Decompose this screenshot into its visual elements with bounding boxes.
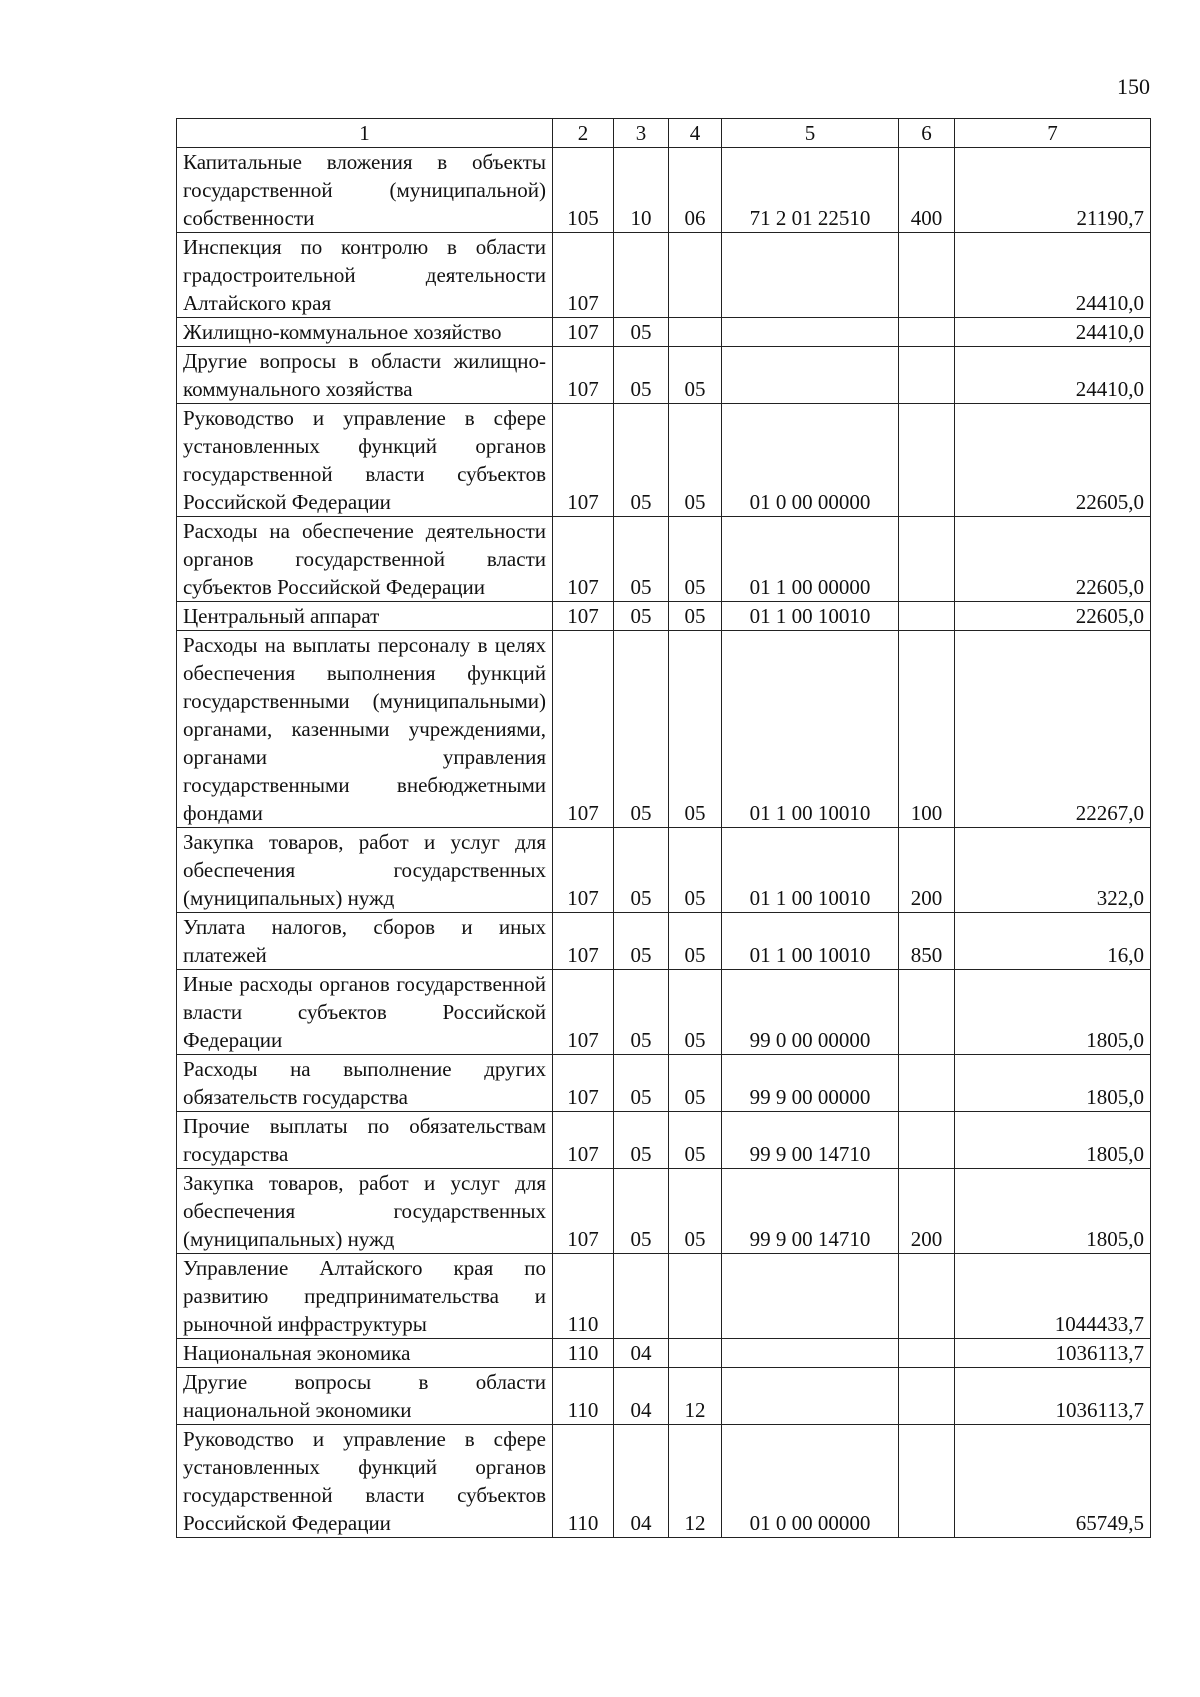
- amount-cell: 1036113,7: [955, 1339, 1151, 1368]
- table-row: [177, 148, 1151, 233]
- expense-type-cell: [899, 1425, 955, 1538]
- subsection-code-cell: [669, 233, 722, 318]
- subsection-code-cell: 05: [669, 828, 722, 913]
- table-row: [177, 404, 1151, 517]
- section-code-cell: 05: [614, 318, 669, 347]
- section-code-cell: 04: [614, 1368, 669, 1425]
- table-row: [177, 1339, 1151, 1368]
- section-code-cell: 10: [614, 148, 669, 233]
- target-item-cell: [722, 318, 899, 347]
- amount-cell: 21190,7: [955, 148, 1151, 233]
- ministry-code-cell: 107: [553, 517, 614, 602]
- expense-type-cell: [899, 1254, 955, 1339]
- column-header-2: 2: [553, 119, 614, 148]
- target-item-cell: 01 0 00 00000: [722, 404, 899, 517]
- row-name-cell: Руководство и управление в сфере установленных функций органов государственной власти субъектов Российской Федерации: [177, 404, 553, 517]
- amount-cell: 1805,0: [955, 1055, 1151, 1112]
- table-row: [177, 1169, 1151, 1254]
- amount-cell: 24410,0: [955, 347, 1151, 404]
- amount-cell: 1044433,7: [955, 1254, 1151, 1339]
- amount-cell: 65749,5: [955, 1425, 1151, 1538]
- target-item-cell: 01 1 00 00000: [722, 517, 899, 602]
- row-name-cell: Расходы на выполнение других обязательств государства: [177, 1055, 553, 1112]
- target-item-cell: [722, 1254, 899, 1339]
- row-name-cell: Расходы на обеспечение деятельности органов государственной власти субъектов Российской Федерации: [177, 517, 553, 602]
- row-name-cell: Капитальные вложения в объекты государственной (муниципальной) собственности: [177, 148, 553, 233]
- subsection-code-cell: 05: [669, 347, 722, 404]
- section-code-cell: 05: [614, 1055, 669, 1112]
- ministry-code-cell: 107: [553, 1169, 614, 1254]
- table-row: [177, 1254, 1151, 1339]
- ministry-code-cell: 107: [553, 233, 614, 318]
- column-header-1: 1: [177, 119, 553, 148]
- amount-cell: 1805,0: [955, 970, 1151, 1055]
- header-row: [177, 119, 1151, 148]
- subsection-code-cell: [669, 1339, 722, 1368]
- table-row: [177, 517, 1151, 602]
- ministry-code-cell: 107: [553, 1055, 614, 1112]
- ministry-code-cell: 107: [553, 1112, 614, 1169]
- expense-type-cell: [899, 318, 955, 347]
- expense-type-cell: [899, 602, 955, 631]
- target-item-cell: 99 9 00 14710: [722, 1112, 899, 1169]
- subsection-code-cell: 05: [669, 517, 722, 602]
- table-row: [177, 828, 1151, 913]
- amount-cell: 1036113,7: [955, 1368, 1151, 1425]
- row-name-cell: Жилищно-коммунальное хозяйство: [177, 318, 553, 347]
- subsection-code-cell: 12: [669, 1368, 722, 1425]
- row-name-cell: Прочие выплаты по обязательствам государства: [177, 1112, 553, 1169]
- row-name-cell: Расходы на выплаты персоналу в целях обеспечения выполнения функций государственными (муниципальными) органами, казенными учреждениями, органами управления государственными внебюджетными фондами: [177, 631, 553, 828]
- column-header-5: 5: [722, 119, 899, 148]
- expense-type-cell: [899, 1339, 955, 1368]
- subsection-code-cell: 05: [669, 602, 722, 631]
- section-code-cell: 05: [614, 404, 669, 517]
- ministry-code-cell: 110: [553, 1425, 614, 1538]
- target-item-cell: [722, 347, 899, 404]
- expense-type-cell: [899, 404, 955, 517]
- table-row: [177, 913, 1151, 970]
- expense-type-cell: [899, 233, 955, 318]
- target-item-cell: 99 0 00 00000: [722, 970, 899, 1055]
- target-item-cell: 01 1 00 10010: [722, 913, 899, 970]
- expense-type-cell: 200: [899, 1169, 955, 1254]
- target-item-cell: [722, 1339, 899, 1368]
- subsection-code-cell: 05: [669, 1055, 722, 1112]
- expense-type-cell: [899, 970, 955, 1055]
- table-row: [177, 1368, 1151, 1425]
- ministry-code-cell: 107: [553, 602, 614, 631]
- target-item-cell: 01 0 00 00000: [722, 1425, 899, 1538]
- expense-type-cell: [899, 1368, 955, 1425]
- column-header-7: 7: [955, 119, 1151, 148]
- expense-type-cell: 400: [899, 148, 955, 233]
- section-code-cell: 05: [614, 1169, 669, 1254]
- amount-cell: 16,0: [955, 913, 1151, 970]
- subsection-code-cell: 05: [669, 970, 722, 1055]
- section-code-cell: 05: [614, 602, 669, 631]
- target-item-cell: [722, 1368, 899, 1425]
- subsection-code-cell: [669, 318, 722, 347]
- table-row: [177, 233, 1151, 318]
- subsection-code-cell: 05: [669, 913, 722, 970]
- target-item-cell: 99 9 00 14710: [722, 1169, 899, 1254]
- column-header-3: 3: [614, 119, 669, 148]
- row-name-cell: Инспекция по контролю в области градостроительной деятельности Алтайского края: [177, 233, 553, 318]
- column-header-4: 4: [669, 119, 722, 148]
- ministry-code-cell: 107: [553, 970, 614, 1055]
- section-code-cell: [614, 1254, 669, 1339]
- amount-cell: 1805,0: [955, 1112, 1151, 1169]
- row-name-cell: Другие вопросы в области национальной экономики: [177, 1368, 553, 1425]
- section-code-cell: 04: [614, 1339, 669, 1368]
- section-code-cell: 04: [614, 1425, 669, 1538]
- expense-type-cell: [899, 1055, 955, 1112]
- section-code-cell: 05: [614, 347, 669, 404]
- row-name-cell: Руководство и управление в сфере установленных функций органов государственной власти субъектов Российской Федерации: [177, 1425, 553, 1538]
- amount-cell: 22605,0: [955, 404, 1151, 517]
- ministry-code-cell: 107: [553, 318, 614, 347]
- table-row: [177, 602, 1151, 631]
- row-name-cell: Закупка товаров, работ и услуг для обеспечения государственных (муниципальных) нужд: [177, 828, 553, 913]
- table-row: [177, 318, 1151, 347]
- table-row: [177, 347, 1151, 404]
- section-code-cell: 05: [614, 1112, 669, 1169]
- row-name-cell: Управление Алтайского края по развитию предпринимательства и рыночной инфраструктуры: [177, 1254, 553, 1339]
- row-name-cell: Уплата налогов, сборов и иных платежей: [177, 913, 553, 970]
- table-row: [177, 1425, 1151, 1538]
- target-item-cell: 01 1 00 10010: [722, 828, 899, 913]
- section-code-cell: 05: [614, 828, 669, 913]
- table-row: [177, 970, 1151, 1055]
- ministry-code-cell: 110: [553, 1368, 614, 1425]
- target-item-cell: 01 1 00 10010: [722, 631, 899, 828]
- expense-type-cell: [899, 347, 955, 404]
- section-code-cell: [614, 233, 669, 318]
- subsection-code-cell: 12: [669, 1425, 722, 1538]
- target-item-cell: 71 2 01 22510: [722, 148, 899, 233]
- subsection-code-cell: [669, 1254, 722, 1339]
- row-name-cell: Национальная экономика: [177, 1339, 553, 1368]
- expense-type-cell: 100: [899, 631, 955, 828]
- row-name-cell: Другие вопросы в области жилищно-коммунального хозяйства: [177, 347, 553, 404]
- target-item-cell: [722, 233, 899, 318]
- subsection-code-cell: 05: [669, 1169, 722, 1254]
- expense-type-cell: [899, 517, 955, 602]
- amount-cell: 1805,0: [955, 1169, 1151, 1254]
- ministry-code-cell: 107: [553, 828, 614, 913]
- budget-table: [176, 118, 1151, 1538]
- expense-type-cell: 200: [899, 828, 955, 913]
- section-code-cell: 05: [614, 970, 669, 1055]
- section-code-cell: 05: [614, 631, 669, 828]
- subsection-code-cell: 05: [669, 631, 722, 828]
- amount-cell: 322,0: [955, 828, 1151, 913]
- amount-cell: 24410,0: [955, 318, 1151, 347]
- target-item-cell: 01 1 00 10010: [722, 602, 899, 631]
- ministry-code-cell: 107: [553, 631, 614, 828]
- target-item-cell: 99 9 00 00000: [722, 1055, 899, 1112]
- page-number: 150: [1117, 74, 1150, 99]
- table-row: [177, 1112, 1151, 1169]
- amount-cell: 24410,0: [955, 233, 1151, 318]
- amount-cell: 22605,0: [955, 602, 1151, 631]
- amount-cell: 22605,0: [955, 517, 1151, 602]
- subsection-code-cell: 06: [669, 148, 722, 233]
- ministry-code-cell: 105: [553, 148, 614, 233]
- section-code-cell: 05: [614, 517, 669, 602]
- expense-type-cell: 850: [899, 913, 955, 970]
- subsection-code-cell: 05: [669, 404, 722, 517]
- ministry-code-cell: 107: [553, 347, 614, 404]
- ministry-code-cell: 107: [553, 404, 614, 517]
- table-row: [177, 631, 1151, 828]
- table-row: [177, 1055, 1151, 1112]
- table-body: [177, 148, 1151, 1538]
- ministry-code-cell: 107: [553, 913, 614, 970]
- ministry-code-cell: 110: [553, 1254, 614, 1339]
- row-name-cell: Иные расходы органов государственной власти субъектов Российской Федерации: [177, 970, 553, 1055]
- section-code-cell: 05: [614, 913, 669, 970]
- amount-cell: 22267,0: [955, 631, 1151, 828]
- ministry-code-cell: 110: [553, 1339, 614, 1368]
- subsection-code-cell: 05: [669, 1112, 722, 1169]
- row-name-cell: Центральный аппарат: [177, 602, 553, 631]
- column-header-6: 6: [899, 119, 955, 148]
- expense-type-cell: [899, 1112, 955, 1169]
- row-name-cell: Закупка товаров, работ и услуг для обеспечения государственных (муниципальных) нужд: [177, 1169, 553, 1254]
